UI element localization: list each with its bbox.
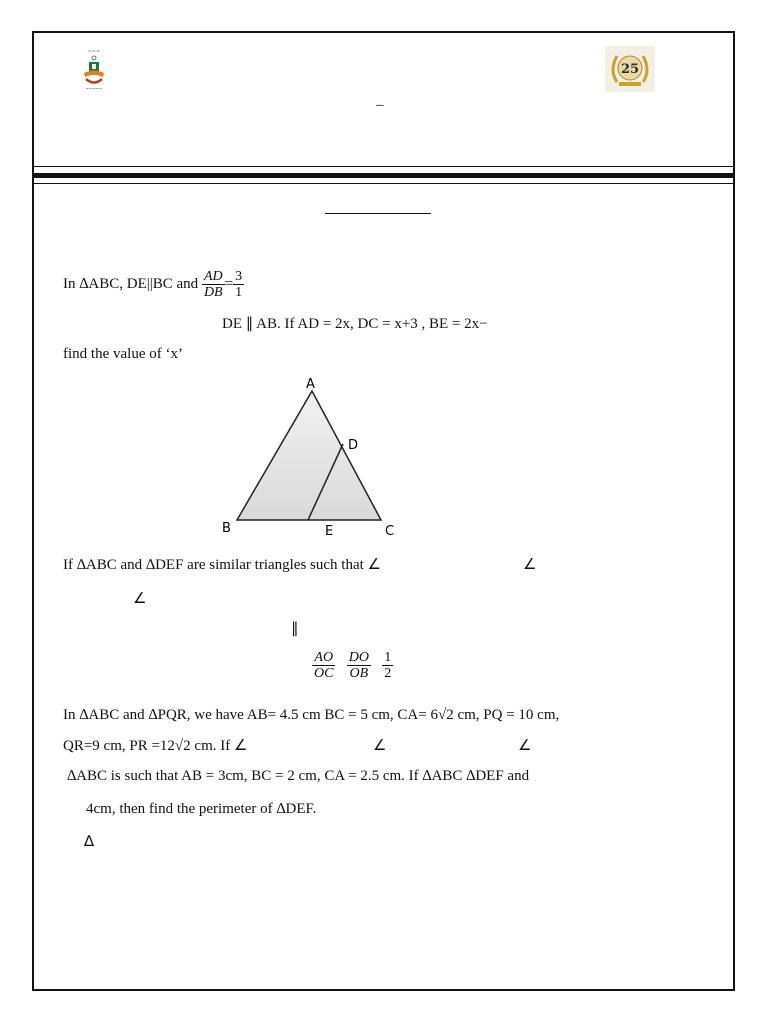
question-3-line: If ∆ABC and ∆DEF are similar triangles such that ∠ bbox=[63, 557, 381, 573]
school-emblem-icon bbox=[74, 46, 114, 92]
question-5-angle-2: ∠ bbox=[373, 738, 387, 754]
question-6-line-2: 4cm, then find the perimeter of ∆DEF. bbox=[86, 801, 317, 817]
triangle-figure bbox=[215, 370, 405, 540]
header-dash: – bbox=[376, 97, 384, 113]
triangle-abc bbox=[237, 391, 381, 520]
header-rule-thick bbox=[32, 173, 735, 178]
question-1 bbox=[63, 269, 244, 300]
q1-equals: = bbox=[224, 275, 234, 292]
25-years-anniversary-badge-icon bbox=[605, 46, 655, 92]
question-5-line-1: In ∆ABC and ∆PQR, we have AB= 4.5 cm BC = 5 cm, CA= 6√2 cm, PQ = 10 cm, bbox=[63, 707, 560, 723]
label-c: C bbox=[385, 524, 395, 539]
fraction-do-ob: $\frac{DO}{OB}$ bbox=[348, 650, 369, 681]
header-rule-thin-top bbox=[32, 166, 735, 167]
fraction-one-half: $\frac{1}{2}$ bbox=[384, 650, 392, 681]
label-b: B bbox=[222, 521, 231, 536]
svg-text:~~~~~: ~~~~~ bbox=[85, 86, 103, 91]
question-3-angle-2: ∠ bbox=[523, 557, 537, 573]
svg-text:25: 25 bbox=[620, 62, 640, 77]
question-3-angle-3: ∠ bbox=[133, 591, 147, 607]
label-e: E bbox=[325, 524, 334, 539]
question-2-prompt: find the value of ‘x’ bbox=[63, 346, 183, 362]
question-7-symbol: ∆ bbox=[84, 832, 95, 850]
q1-text: In ∆ABC, DE||BC and bbox=[63, 275, 199, 292]
svg-text:~~~: ~~~ bbox=[87, 49, 101, 55]
question-2-line: DE ∥ AB. If AD = 2x, DC = x+3 , BE = 2x− bbox=[222, 316, 488, 332]
question-6-line-1: ∆ABC is such that AB = 3cm, BC = 2 cm, CA = 2.5 cm. If ∆ABC ∆DEF and bbox=[67, 768, 530, 784]
question-5-angle-3: ∠ bbox=[518, 738, 532, 754]
question-5-line-2: QR=9 cm, PR =12√2 cm. If ∠ bbox=[63, 738, 248, 754]
question-4-parallel: ∥ bbox=[291, 621, 299, 637]
label-a: A bbox=[306, 377, 315, 392]
q1-fraction-ad-db: $\frac{AD}{DB}$ bbox=[203, 269, 223, 300]
title-underline bbox=[325, 213, 431, 214]
q1-fraction-value: $\frac{3}{1}$ bbox=[235, 269, 243, 300]
label-d: D bbox=[348, 438, 359, 453]
header-rule-thin-bottom bbox=[32, 183, 735, 184]
fraction-ao-oc: $\frac{AO}{OC}$ bbox=[314, 650, 334, 681]
question-4-fractions bbox=[312, 650, 393, 681]
